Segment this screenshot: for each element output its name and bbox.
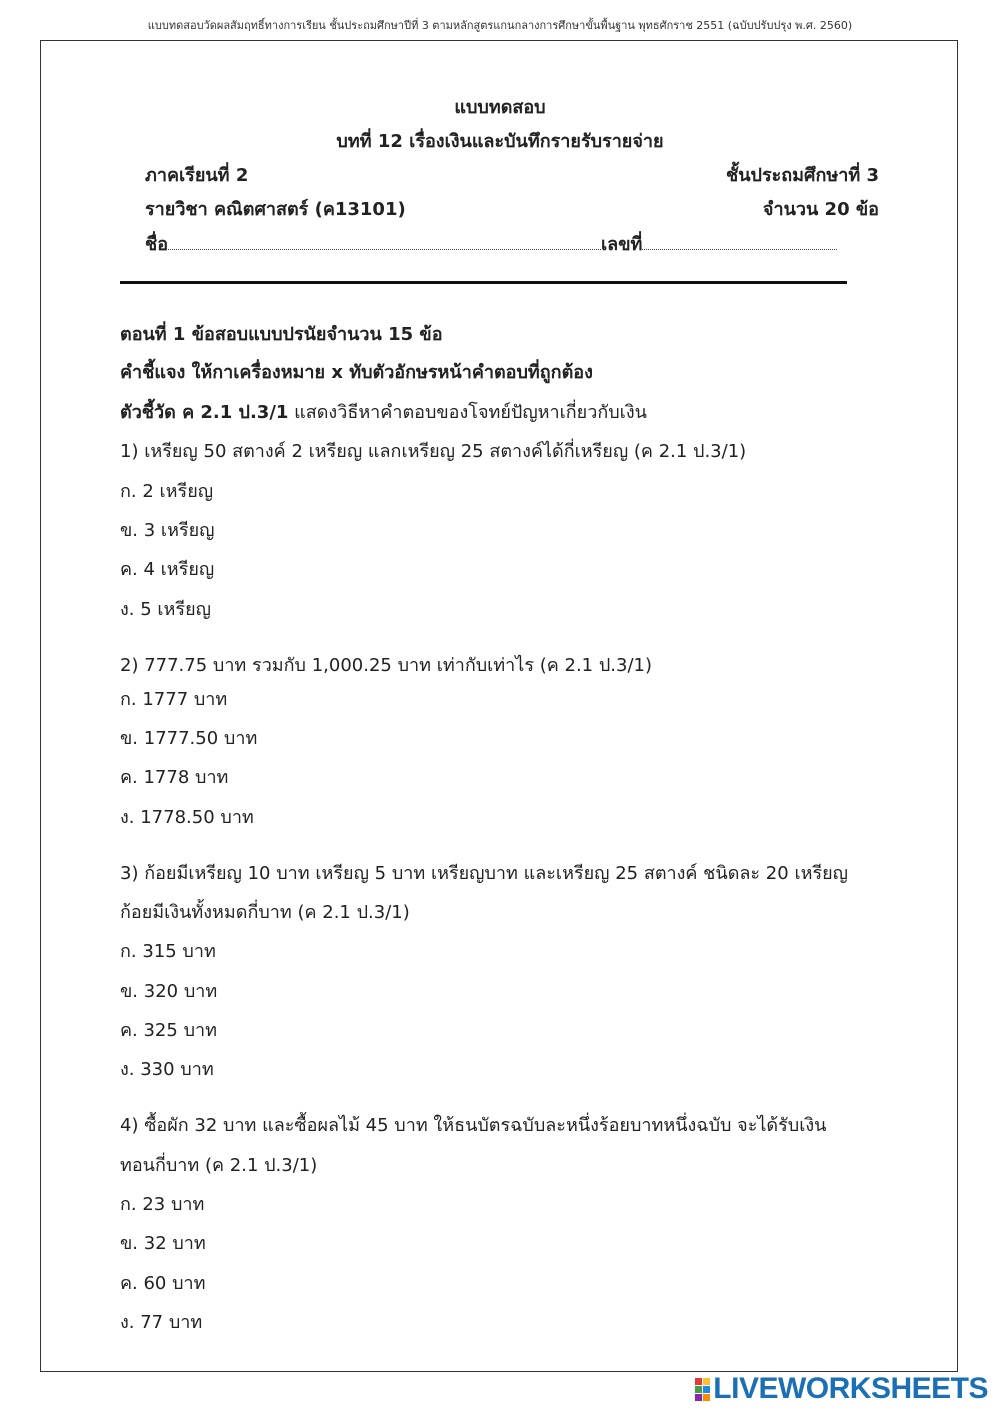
question-4-cont: ทอนกี่บาท (ค 2.1 ป.3/1) bbox=[120, 1155, 318, 1176]
q2-option-b[interactable]: ข. 1777.50 บาท bbox=[120, 728, 258, 749]
name-field[interactable] bbox=[168, 235, 601, 250]
question-4: 4) ซื้อผัก 32 บาท และซื้อผลไม้ 45 บาท ให้ธนบัตรฉบับละหนึ่งร้อยบาทหนึ่งฉบับ จะได้รับเงิน bbox=[120, 1115, 827, 1136]
indicator-code: ตัวชี้วัด ค 2.1 ป.3/1 bbox=[120, 402, 289, 423]
number-label: เลขที่ bbox=[601, 234, 643, 255]
q1-option-b[interactable]: ข. 3 เหรียญ bbox=[120, 520, 215, 541]
name-row bbox=[145, 229, 837, 258]
number-field[interactable] bbox=[642, 235, 837, 250]
name-label: ชื่อ bbox=[145, 234, 169, 255]
q3-option-c[interactable]: ค. 325 บาท bbox=[120, 1020, 217, 1041]
q2-option-c[interactable]: ค. 1778 บาท bbox=[120, 767, 229, 788]
question-3: 3) ก้อยมีเหรียญ 10 บาท เหรียญ 5 บาท เหรียญบาท และเหรียญ 25 สตางค์ ชนิดละ 20 เหรียญ bbox=[120, 863, 849, 884]
q2-option-d[interactable]: ง. 1778.50 บาท bbox=[120, 807, 254, 828]
question-3-cont: ก้อยมีเงินทั้งหมดกี่บาท (ค 2.1 ป.3/1) bbox=[120, 902, 410, 923]
liveworksheets-logo[interactable] bbox=[695, 1372, 988, 1406]
question-1: 1) เหรียญ 50 สตางค์ 2 เหรียญ แลกเหรียญ 25 สตางค์ได้กี่เหรียญ (ค 2.1 ป.3/1) bbox=[120, 441, 747, 462]
logo-text: LIVEWORKSHEETS bbox=[713, 1372, 988, 1405]
question-count: จำนวน 20 ข้อ bbox=[762, 199, 879, 220]
subject-label: รายวิชา คณิตศาสตร์ (ค13101) bbox=[145, 199, 406, 220]
q1-option-a[interactable]: ก. 2 เหรียญ bbox=[120, 481, 214, 502]
instruction: คำชี้แจง ให้กาเครื่องหมาย x ทับตัวอักษรหน้าคำตอบที่ถูกต้อง bbox=[120, 362, 593, 383]
q4-option-b[interactable]: ข. 32 บาท bbox=[120, 1233, 206, 1254]
q1-option-d[interactable]: ง. 5 เหรียญ bbox=[120, 599, 211, 620]
page-subtitle: บทที่ 12 เรื่องเงินและบันทึกรายรับรายจ่าย bbox=[336, 131, 664, 152]
q3-option-a[interactable]: ก. 315 บาท bbox=[120, 941, 216, 962]
section-heading: ตอนที่ 1 ข้อสอบแบบปรนัยจำนวน 15 ข้อ bbox=[120, 324, 443, 345]
indicator bbox=[120, 397, 647, 426]
logo-blocks-icon bbox=[695, 1378, 709, 1400]
page-title: แบบทดสอบ bbox=[454, 97, 546, 118]
q3-option-d[interactable]: ง. 330 บาท bbox=[120, 1059, 214, 1080]
grade-label: ชั้นประถมศึกษาที่ 3 bbox=[726, 165, 879, 186]
question-2: 2) 777.75 บาท รวมกับ 1,000.25 บาท เท่ากับเท่าไร (ค 2.1 ป.3/1) bbox=[120, 655, 652, 676]
running-header: แบบทดสอบวัดผลสัมฤทธิ์ทางการเรียน ชั้นประถมศึกษาปีที่ 3 ตามหลักสูตรแกนกลางการศึกษาขั้นพื้นฐาน พุทธศักราช 2551 (ฉบับปรับปรุง พ.ศ. 2560) bbox=[147, 19, 853, 32]
q3-option-b[interactable]: ข. 320 บาท bbox=[120, 981, 218, 1002]
q4-option-d[interactable]: ง. 77 บาท bbox=[120, 1312, 203, 1333]
q1-option-c[interactable]: ค. 4 เหรียญ bbox=[120, 559, 215, 580]
semester-label: ภาคเรียนที่ 2 bbox=[145, 165, 249, 186]
indicator-text: แสดงวิธีหาคำตอบของโจทย์ปัญหาเกี่ยวกับเงิน bbox=[288, 402, 647, 423]
q2-option-a[interactable]: ก. 1777 บาท bbox=[120, 689, 228, 710]
divider bbox=[120, 281, 847, 284]
q4-option-a[interactable]: ก. 23 บาท bbox=[120, 1194, 205, 1215]
q4-option-c[interactable]: ค. 60 บาท bbox=[120, 1273, 206, 1294]
